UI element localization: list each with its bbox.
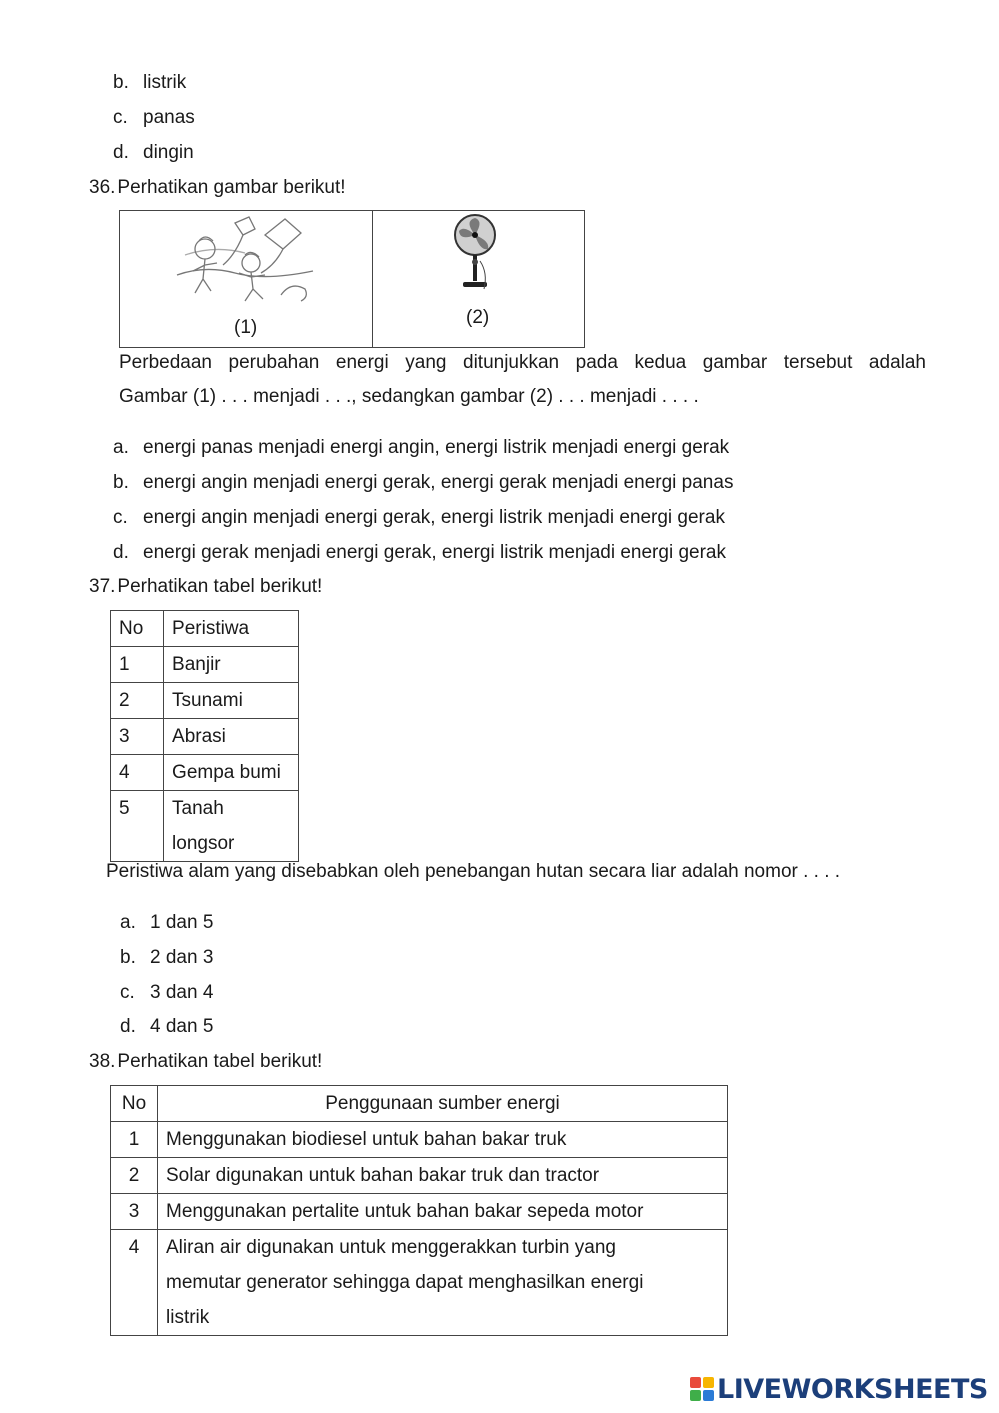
logo-text: LIVEWORKSHEETS bbox=[717, 1373, 988, 1405]
table-row bbox=[111, 755, 299, 791]
option-letter: d. bbox=[113, 542, 129, 563]
option-letter: c. bbox=[113, 507, 128, 528]
cell-no: 2 bbox=[111, 1158, 158, 1194]
cell-no: 5 bbox=[111, 791, 164, 862]
table-row bbox=[111, 1194, 728, 1230]
table-row bbox=[111, 1158, 728, 1194]
option-letter: b. bbox=[120, 947, 136, 968]
q37-option-a bbox=[120, 912, 213, 934]
cell-penggunaan: Menggunakan biodiesel untuk bahan bakar truk bbox=[158, 1122, 728, 1158]
caption-2: (2) bbox=[466, 307, 490, 328]
header-peristiwa: Peristiwa bbox=[164, 611, 299, 647]
q36-option-c bbox=[113, 507, 725, 529]
q36-option-a bbox=[113, 437, 729, 459]
option-letter: d. bbox=[113, 142, 129, 163]
header-no: No bbox=[111, 1086, 158, 1122]
cell-no: 3 bbox=[111, 719, 164, 755]
cell-no: 4 bbox=[111, 755, 164, 791]
option-letter: c. bbox=[120, 982, 135, 1003]
option-letter: b. bbox=[113, 472, 129, 493]
cell-peristiwa: Abrasi bbox=[164, 719, 299, 755]
q37-table bbox=[110, 610, 299, 862]
image-divider bbox=[372, 211, 373, 347]
cell-no: 1 bbox=[111, 647, 164, 683]
q35-option-d bbox=[113, 142, 194, 164]
option-letter: d. bbox=[120, 1016, 136, 1037]
q36-image-table bbox=[119, 210, 585, 348]
q37-heading bbox=[89, 576, 322, 598]
option-letter: c. bbox=[113, 107, 128, 128]
table-row bbox=[111, 1122, 728, 1158]
q35-option-b bbox=[113, 72, 186, 94]
q37-option-b bbox=[120, 947, 213, 969]
option-text: panas bbox=[143, 107, 195, 128]
option-text: listrik bbox=[143, 72, 187, 93]
option-text: energi panas menjadi energi angin, energi listrik menjadi energi gerak bbox=[143, 437, 730, 458]
question-number: 38. bbox=[89, 1051, 116, 1072]
question-prompt: Perhatikan tabel berikut! bbox=[117, 1051, 323, 1072]
cell-no: 3 bbox=[111, 1194, 158, 1230]
option-text: 1 dan 5 bbox=[150, 912, 214, 933]
logo-square-blue bbox=[703, 1390, 714, 1401]
table-row bbox=[111, 683, 299, 719]
q36-body-line1: Perbedaan perubahan energi yang ditunjukkan pada kedua gambar tersebut adalah bbox=[119, 352, 926, 373]
liveworksheets-logo bbox=[690, 1374, 988, 1404]
option-letter: a. bbox=[120, 912, 136, 933]
cell-no: 1 bbox=[111, 1122, 158, 1158]
cell-peristiwa: Gempa bumi bbox=[164, 755, 299, 791]
cell-peristiwa: Tanah longsor bbox=[164, 791, 299, 862]
q38-table bbox=[110, 1085, 728, 1336]
q36-option-d bbox=[113, 542, 726, 564]
logo-grid-icon bbox=[690, 1377, 714, 1401]
question-number: 36. bbox=[89, 177, 116, 198]
logo-square-green bbox=[690, 1390, 701, 1401]
option-text: energi gerak menjadi energi gerak, energi listrik menjadi energi gerak bbox=[143, 542, 726, 563]
header-no: No bbox=[111, 611, 164, 647]
q36-body-line2: Gambar (1) . . . menjadi . . ., sedangkan gambar (2) . . . menjadi . . . . bbox=[119, 386, 699, 407]
option-text: energi angin menjadi energi gerak, energi listrik menjadi energi gerak bbox=[143, 507, 725, 528]
cell-no: 2 bbox=[111, 683, 164, 719]
option-letter: a. bbox=[113, 437, 129, 458]
option-text: 2 dan 3 bbox=[150, 947, 214, 968]
cell-penggunaan: Menggunakan pertalite untuk bahan bakar sepeda motor bbox=[158, 1194, 728, 1230]
table-header-row bbox=[111, 1086, 728, 1122]
question-prompt: Perhatikan tabel berikut! bbox=[117, 576, 323, 597]
q37-question: Peristiwa alam yang disebabkan oleh penebangan hutan secara liar adalah nomor . . . . bbox=[106, 861, 841, 882]
cell-penggunaan: Solar digunakan untuk bahan bakar truk dan tractor bbox=[158, 1158, 728, 1194]
q35-option-c bbox=[113, 107, 195, 129]
option-text: dingin bbox=[143, 142, 194, 163]
logo-square-red bbox=[690, 1377, 701, 1388]
question-prompt: Perhatikan gambar berikut! bbox=[117, 177, 346, 198]
cell-penggunaan: Aliran air digunakan untuk menggerakkan turbin yang memutar generator sehingga dapat menghasilkan energi listrik bbox=[158, 1230, 728, 1336]
q36-option-b bbox=[113, 472, 733, 494]
kids-kite-illustration bbox=[175, 215, 315, 307]
table-header-row bbox=[111, 611, 299, 647]
table-row bbox=[111, 647, 299, 683]
q37-option-d bbox=[120, 1016, 213, 1038]
option-text: 4 dan 5 bbox=[150, 1016, 214, 1037]
cell-no: 4 bbox=[111, 1230, 158, 1336]
cell-peristiwa: Tsunami bbox=[164, 683, 299, 719]
option-text: 3 dan 4 bbox=[150, 982, 214, 1003]
table-row bbox=[111, 791, 299, 862]
caption-1: (1) bbox=[234, 317, 258, 338]
header-penggunaan: Penggunaan sumber energi bbox=[158, 1086, 728, 1122]
standing-fan-illustration bbox=[450, 213, 500, 295]
question-number: 37. bbox=[89, 576, 116, 597]
q38-heading bbox=[89, 1051, 322, 1073]
option-letter: b. bbox=[113, 72, 129, 93]
table-row bbox=[111, 719, 299, 755]
q36-heading bbox=[89, 177, 346, 199]
q37-option-c bbox=[120, 982, 213, 1004]
cell-peristiwa: Banjir bbox=[164, 647, 299, 683]
logo-square-yellow bbox=[703, 1377, 714, 1388]
table-row bbox=[111, 1230, 728, 1336]
option-text: energi angin menjadi energi gerak, energi gerak menjadi energi panas bbox=[143, 472, 734, 493]
